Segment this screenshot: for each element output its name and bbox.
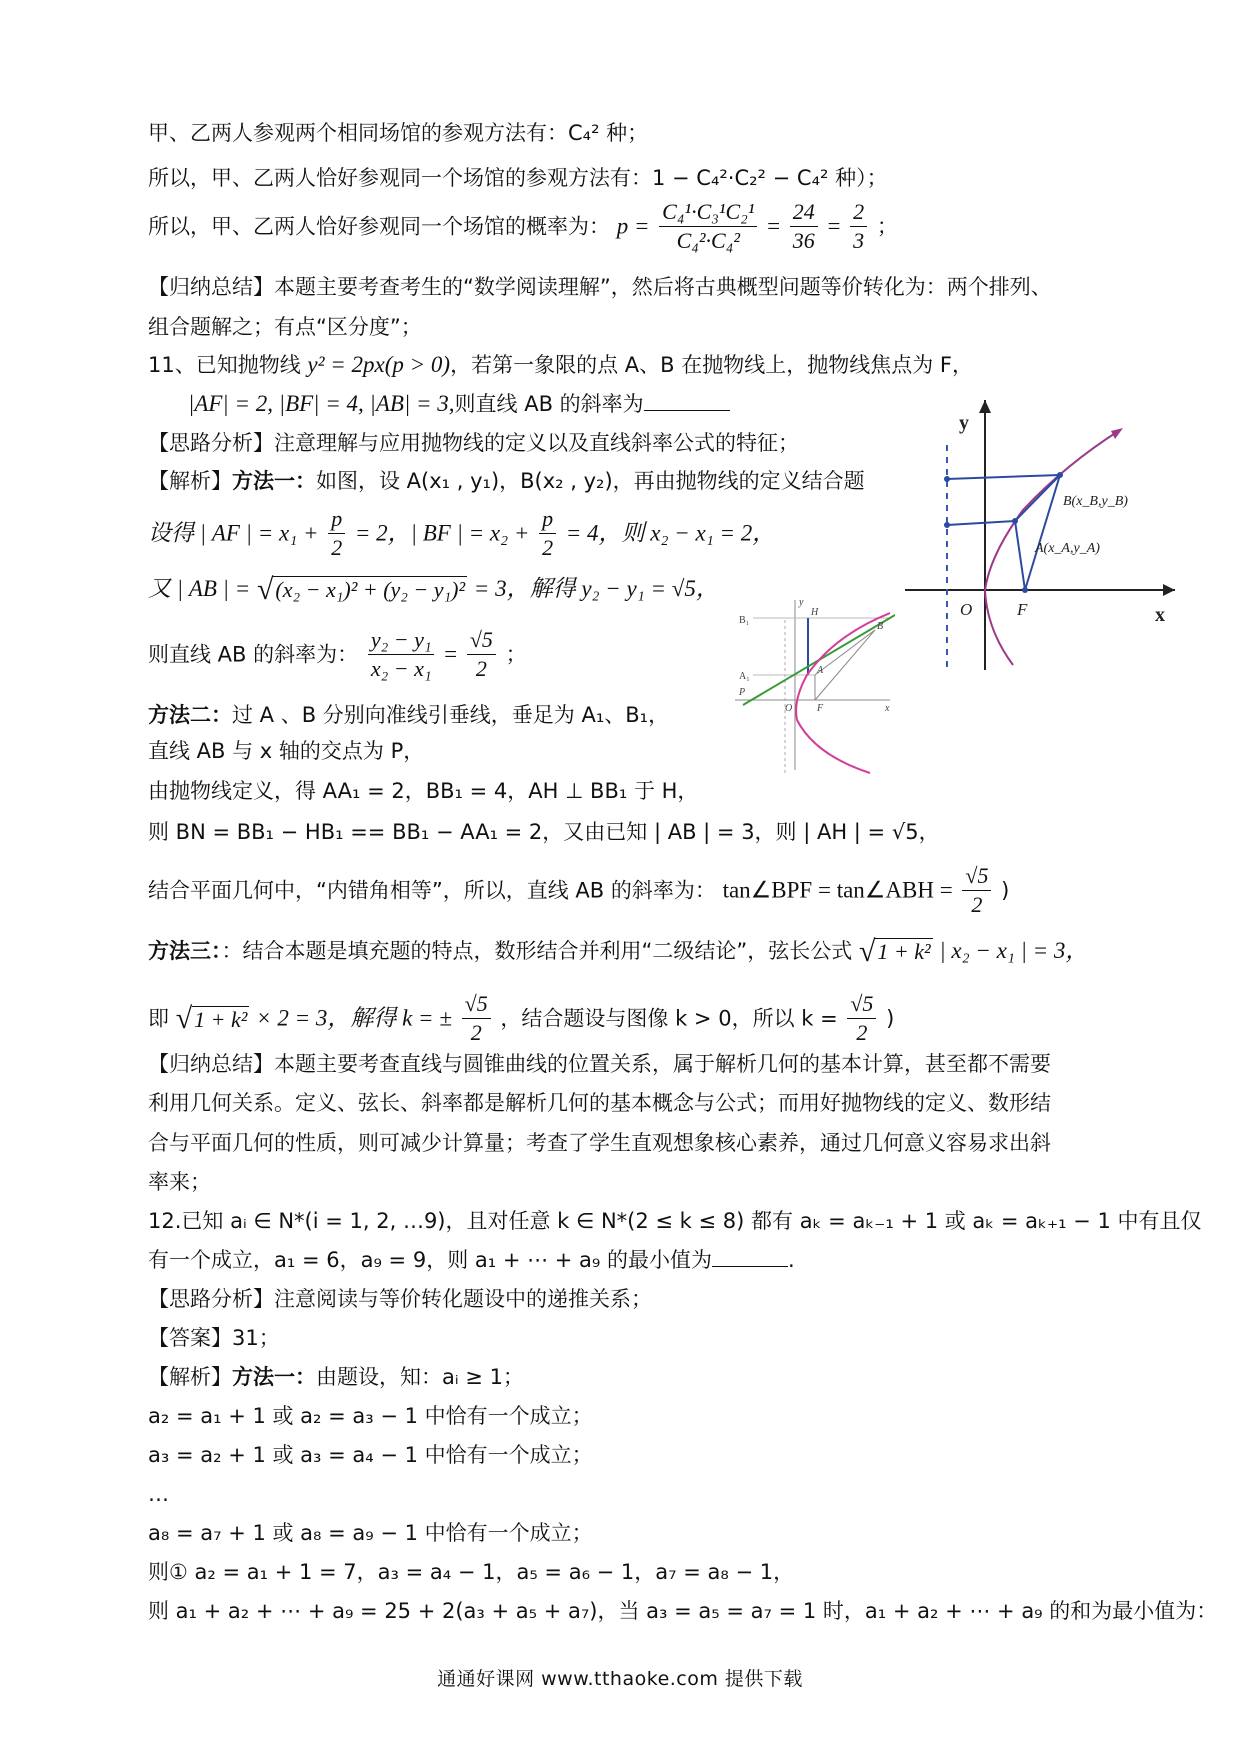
fig2-H-label: H (811, 607, 819, 618)
fraction-2-3: $\frac{2}{3}$ (850, 198, 867, 255)
parabola-figure-2 (735, 595, 895, 775)
line-12: 则直线 AB 的斜率为： $\frac{\text{y₂ − y₁}}{\text{x₂ − x₁}}$ = $\frac{√5}{2}$ ； (148, 627, 527, 681)
line-30: a₃ = a₂ + 1 或 a₃ = a₄ − 1 中恰有一个成立； (148, 1443, 593, 1467)
line-3: 所以，甲、乙两人恰好参观同一个场馆的概率为： p = $\frac{\text{C₄¹·C₃¹C₂¹}}{\text{C₄²·C₄²}}$ = $\frac{24}{36}$ = $\frac{2}{3}$ ； (148, 199, 898, 253)
line-10: 设得 | AF | = x₁ + $\frac{p}{2}$ = 2，| BF | = x₂ + $\frac{p}{2}$ = 4，则 x₂ − x₁ = 2， (148, 506, 776, 560)
line-9: 【解析】方法一：如图，设 A(x₁ , y₁)，B(x₂ , y₂)，再由抛物线的定义结合题 (148, 469, 865, 493)
line-21: 利用几何关系。定义、弦长、斜率都是解析几何的基本概念与公式；而用好抛物线的定义、数形结 (148, 1091, 1051, 1115)
line-4: 【归纳总结】本题主要考查考生的“数学阅读理解”，然后将古典概型问题等价转化为：两个排列、 (148, 275, 1052, 299)
line-16: 则 BN = BB₁ − HB₁ == BB₁ − AA₁ = 2，又由已知 | AB | = 3，则 | AH | = √5， (148, 820, 940, 844)
fig1-x-label: x (1155, 604, 1165, 626)
line-18: 方法三：：结合本题是填充题的特点，数形结合并利用“二级结论”，弦长公式 √1 + k² | x₂ − x₁ | = 3， (148, 935, 1089, 969)
fig1-F-label: F (1017, 600, 1028, 619)
line-28: 【解析】方法一：由题设，知：aᵢ ≥ 1； (148, 1365, 524, 1389)
fig2-B1-label: B₁ (739, 615, 750, 626)
line-8: 【思路分析】注意理解与应用抛物线的定义以及直线斜率公式的特征； (148, 431, 799, 455)
fig2-y-label: y (799, 597, 804, 608)
line-27: 【答案】31； (148, 1326, 280, 1350)
line-22: 合与平面几何的性质，则可减少计算量；考查了学生直观想象核心素养，通过几何意义容易求出斜 (148, 1131, 1051, 1155)
fig2-F-label: F (817, 703, 824, 714)
line-34: 则 a₁ + a₂ + ⋯ + a₉ = 25 + 2(a₃ + a₅ + a₇)，当 a₃ = a₅ = a₇ = 1 时，a₁ + a₂ + ⋯ + a₉ 的和为最小值为： (148, 1599, 1218, 1623)
fig2-A-label: A (817, 665, 824, 676)
q11-line-2: |AF| = 2, |BF| = 4, |AB| = 3,则直线 AB 的斜率为 (188, 389, 730, 419)
fig2-A1-label: A₁ (739, 671, 750, 682)
fig2-B-label: B (877, 621, 884, 632)
footer: 通通好课网 www.tthaoke.com 提供下载 (437, 1668, 803, 1690)
line-11: 又 | AB | = √(x₂ − x₁)² + (y₂ − y₁)² = 3，解得 y₂ − y₁ = √5， (148, 573, 719, 607)
fig2-x-label: x (885, 703, 890, 714)
fraction-24-36: $\frac{24}{36}$ (790, 198, 818, 255)
line-5: 组合题解之；有点“区分度”； (148, 315, 422, 339)
fig1-B-label: B(x_B,y_B) (1063, 494, 1128, 509)
line-29: a₂ = a₁ + 1 或 a₂ = a₃ − 1 中恰有一个成立； (148, 1404, 593, 1428)
fig1-O-label: O (960, 600, 973, 619)
line-19: 即 √1 + k² × 2 = 3，解得 k = ± $\frac{√5}{2}$ ，结合题设与图像 k > 0，所以 k = $\frac{√5}{2}$ ) (148, 991, 895, 1045)
line-33: 则① a₂ = a₁ + 1 = 7，a₃ = a₄ − 1，a₅ = a₆ − 1，a₇ = a₈ − 1， (148, 1560, 795, 1584)
line-31: … (148, 1482, 169, 1506)
parabola-figure-1 (905, 395, 1190, 670)
line-1: 甲、乙两人参观两个相同场馆的参观方法有：C₄² 种； (148, 121, 649, 145)
line-15: 由抛物线定义，得 AA₁ = 2，BB₁ = 4，AH ⊥ BB₁ 于 H， (148, 779, 699, 803)
q11-line-1: 11、已知抛物线 y² = 2px(p > 0)，若第一象限的点 A、B 在抛物线上，抛物线焦点为 F， (148, 352, 973, 377)
line-17: 结合平面几何中，“内错角相等”，所以，直线 AB 的斜率为： tan∠BPF = tan∠ABH = $\frac{√5}{2}$ ) (148, 863, 1010, 917)
line-20: 【归纳总结】本题主要考查直线与圆锥曲线的位置关系，属于解析几何的基本计算，甚至都不需要 (148, 1052, 1051, 1076)
q12-line-1: 12.已知 aᵢ ∈ N*(i = 1, 2, …9)，且对任意 k ∈ N*(2 ≤ k ≤ 8) 都有 aₖ = aₖ₋₁ + 1 或 aₖ = aₖ₊₁ − 1 中有且仅 (148, 1209, 1202, 1233)
q12-line-2: 有一个成立，a₁ = 6，a₉ = 9，则 a₁ + ⋯ + a₉ 的最小值为 . (148, 1248, 795, 1272)
line-26: 【思路分析】注意阅读与等价转化题设中的递推关系； (148, 1287, 652, 1311)
fig1-A-label: A(x_A,y_A) (1035, 541, 1100, 556)
fig2-P-label: P (739, 687, 746, 698)
line-2: 所以，甲、乙两人恰好参观同一个场馆的参观方法有：1 − C₄²·C₂² − C₄² 种）； (148, 166, 888, 190)
fig2-O-label: O (785, 703, 793, 714)
line-13: 方法二：过 A 、B 分别向准线引垂线，垂足为 A₁、B₁， (148, 703, 670, 727)
fraction-probability: $\frac{\text{C₄¹·C₃¹C₂¹}}{\text{C₄²·C₄²}}$ (659, 198, 757, 255)
fig1-y-label: y (959, 412, 969, 434)
line-23: 率来； (148, 1170, 211, 1194)
line-14: 直线 AB 与 x 轴的交点为 P， (148, 739, 425, 763)
line-32: a₈ = a₇ + 1 或 a₈ = a₉ − 1 中恰有一个成立； (148, 1521, 593, 1545)
